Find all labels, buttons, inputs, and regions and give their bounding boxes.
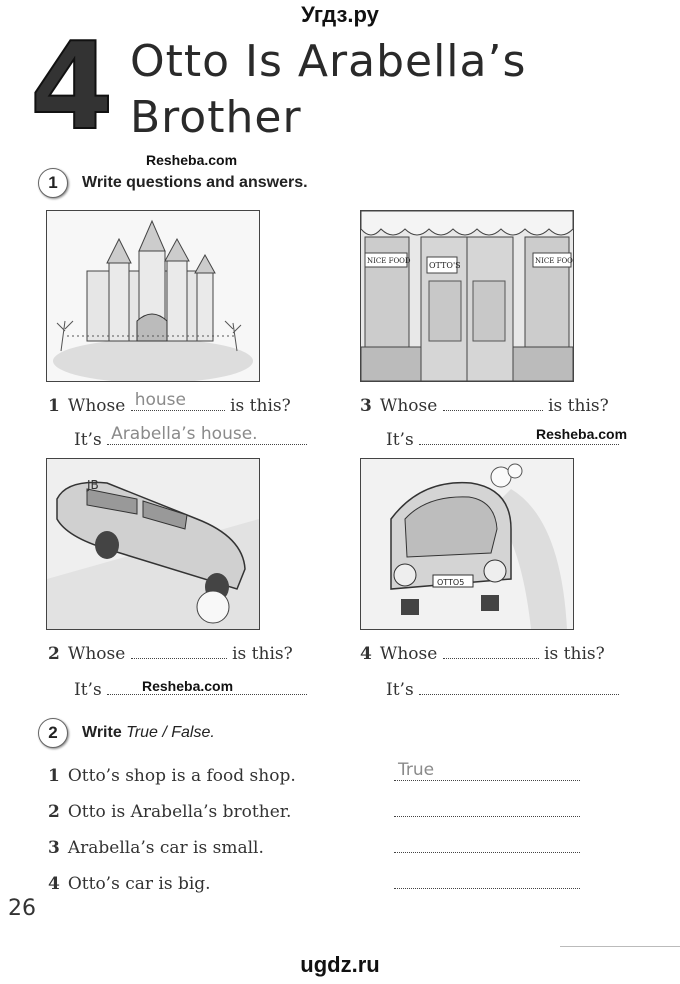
question-4: 4 Whose is this? [360,644,605,664]
shop-picture [360,210,574,382]
exercise1-instruction: Write questions and answers. [82,174,308,191]
answer-4: It’s [386,680,619,700]
tf-answer-3 [394,838,580,858]
small-car-picture [360,458,574,630]
svg-text:NICE FOO: NICE FOO [535,257,573,265]
statement-3: 3 Arabella’s car is small. [48,838,264,858]
exercise-number-1: 1 [38,168,68,198]
exercise-number-2: 2 [38,718,68,748]
castle-picture [46,210,260,382]
svg-text:OTTO'S: OTTO'S [429,261,461,270]
question-1: 1 Whose house is this? [48,390,291,416]
tf-field-1[interactable]: True [394,766,580,781]
limousine-picture [46,458,260,630]
page-number: 26 [8,896,36,921]
question-3: 3 Whose is this? [360,396,609,416]
answer-field-q2[interactable] [131,644,227,659]
tf-answer-1 [394,760,580,786]
answer-field-q1[interactable]: house [131,396,225,411]
site-footer: ugdz.ru [300,952,380,977]
tf-answer-4 [394,874,580,894]
answer-1: It’s Arabella’s house. [74,430,307,450]
statement-2: 2 Otto is Arabella’s brother. [48,802,292,822]
statement-1: 1 Otto’s shop is a food shop. [48,766,296,786]
watermark: Resheba.com [142,678,234,694]
answer-2: It’s [74,680,307,700]
answer-field-q4[interactable] [443,644,539,659]
svg-text:OTTO5: OTTO5 [437,578,465,587]
watermark: Resheba.com [146,152,238,168]
unit-title-line2: Brother [130,92,302,143]
question-2: 2 Whose is this? [48,644,293,664]
answer-field-a1[interactable]: Arabella’s house. [107,430,307,445]
exercise2-instruction: Write True / False. [82,724,215,741]
answer-field-a4[interactable] [419,680,619,695]
tf-field-3[interactable] [394,838,580,853]
footer-rule [560,946,680,947]
watermark: Resheba.com [536,426,628,442]
site-header: Угдз.ру [301,2,379,27]
svg-text:4: 4 [30,28,114,138]
tf-field-2[interactable] [394,802,580,817]
unit-number [28,28,118,138]
unit-title-line1: Otto Is Arabella’s [130,36,527,87]
tf-answer-2 [394,802,580,822]
svg-text:NICE FOOD: NICE FOOD [367,257,411,265]
statement-4: 4 Otto’s car is big. [48,874,211,894]
tf-field-4[interactable] [394,874,580,889]
svg-text:JB: JB [87,478,99,492]
answer-3: It’s [386,430,619,450]
answer-field-q3[interactable] [443,396,543,411]
